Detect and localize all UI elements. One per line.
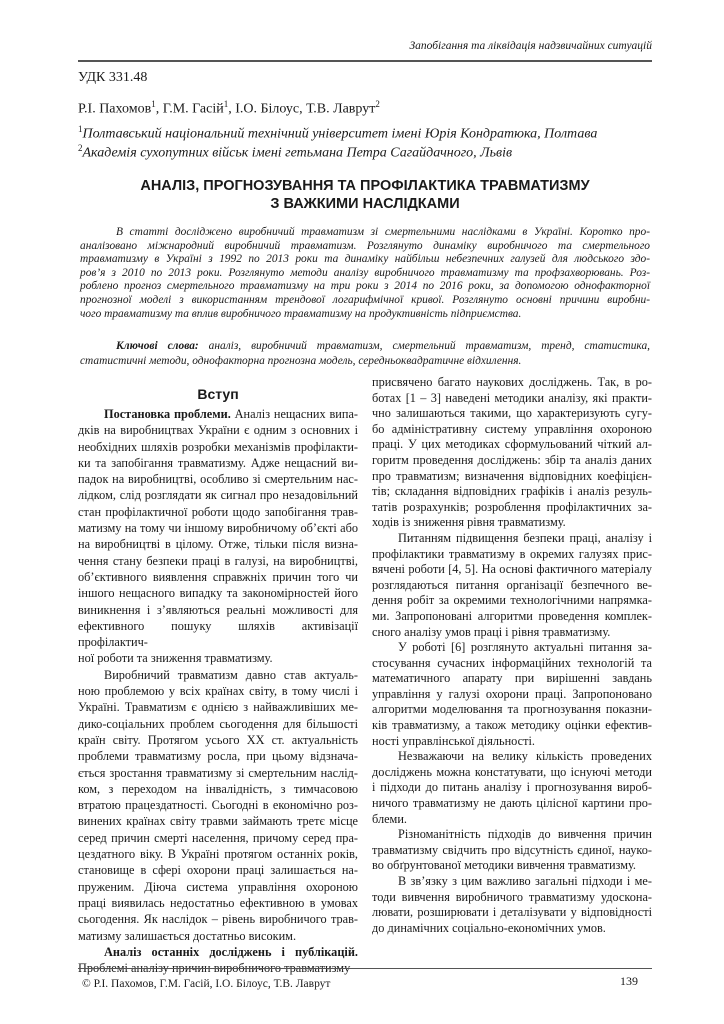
text-line: матизму на тому чи іншому виробничому об’єкті або	[78, 521, 358, 536]
author-list	[78, 99, 380, 118]
affiliation-mark: 1	[78, 124, 83, 134]
text-line: В зв’язку з цим важливо загальні підходи і ме-	[398, 874, 652, 888]
text-line: досліджень можна констатувати, що існуючі методи	[372, 764, 652, 779]
author: Г.М. Гасій	[162, 101, 224, 117]
abstract	[80, 226, 650, 321]
text-line: Виробничий травматизм давно став актуаль-	[104, 667, 358, 682]
separator: ,	[228, 101, 236, 117]
text-line: країн світу. Протягом усього XX ст. актуальність	[78, 732, 358, 747]
author: І.О. Білоус	[235, 101, 300, 117]
text-line: ничого травматизму не дають цілісної картини про-	[372, 796, 652, 811]
separator: ,	[299, 101, 307, 117]
text-line: ефективного пошуку шляхів активізації профілактич-	[78, 618, 358, 650]
affiliation-mark: 2	[78, 143, 83, 153]
text-line: необхідних шляхів розробки механізмів профілакти-	[78, 439, 358, 454]
keywords-text: аналіз, виробничий травматизм, смертельний травматизм, тренд, статистика,	[198, 340, 650, 352]
text-line: профілактики травматизму в окремих галузях прис-	[372, 546, 652, 561]
affiliation-text: Академія сухопутних військ імені гетьмана Петра Сагайдачного, Львів	[82, 145, 513, 161]
text-line: іншого нещасного випадку та закономірностей його	[78, 586, 358, 601]
text-line: во обґрунтованої методики вивчення травматизму.	[372, 858, 637, 873]
text-line: про травматизм; визначення відповідних коефіцієн-	[372, 468, 652, 483]
keywords-label: Ключові слова:	[116, 340, 199, 352]
right-column	[372, 375, 652, 936]
text-line: виникнення і з’являються реальні можливості для	[78, 602, 358, 617]
text-line: бо адміністративну систему управління охороною	[372, 421, 652, 436]
affiliation-2	[78, 143, 512, 162]
text-line: винених країнах світу травми займають третє місце	[78, 814, 358, 829]
text-line: падок на виробництві, особливо зі смертельним нас-	[78, 472, 358, 487]
udk-code: УДК 331.48	[78, 70, 148, 85]
text-line: У роботі [6] розглянуто актуальні питання за-	[398, 640, 652, 655]
abstract-line: чого травматизму та вплив виробничого травматизму на продуктивність підприємства.	[80, 307, 522, 320]
text-line: дення робіт за окремими технологічними напрямка-	[372, 593, 652, 608]
text-line: Незважаючи на велику кількість проведених	[398, 749, 652, 764]
keywords-line: статистичні методи, однофакторна прогнозна модель, середньоквадратичне відхилення.	[80, 354, 522, 367]
text-line: пруженим. Діюча система управління охороною	[78, 879, 358, 894]
author: Р.І. Пахомов	[78, 101, 152, 117]
left-column	[78, 406, 358, 976]
text-line: присвячено багато наукових досліджень. Так, в ро-	[372, 375, 652, 389]
paragraph	[372, 375, 652, 531]
text-line: Україні. Травматизм є однією з найважливіших ме-	[78, 700, 358, 715]
paragraph	[372, 827, 652, 874]
text-line: сьогодення. Як наслідок – рівень виробничого трав-	[78, 912, 358, 927]
title-line: АНАЛІЗ, ПРОГНОЗУВАННЯ ТА ПРОФІЛАКТИКА ТРАВМАТИЗМУ	[140, 178, 590, 194]
text-line: дико-соціальних проблем сьогодення для більшості	[78, 716, 358, 731]
text-line: травматизму свідчить про відсутність єдиної, науко-	[372, 842, 652, 857]
author-affiliation-mark: 1	[151, 99, 156, 109]
text-line: ків травматизму, а також методику оцінки ефектив-	[372, 718, 652, 733]
text-line: тоди вивчення виробничого травматизму удоскона-	[372, 889, 652, 904]
article-title	[78, 177, 652, 213]
text-line: вячені роботи [4, 5]. На основі фактичного матеріалу	[372, 562, 652, 577]
header-rule	[78, 60, 652, 62]
text-line: праці виявилась недостатньо ефективною в умовах	[78, 895, 358, 910]
line-text: Аналіз нещасних випа-	[230, 407, 358, 421]
paragraph-lead: Аналіз останніх досліджень і публікацій.	[104, 944, 358, 959]
separator: ,	[155, 101, 163, 117]
paragraph-lead: Постановка проблеми.	[104, 407, 231, 421]
text-line: чення стану безпеки праці в галузі, на виробництві,	[78, 553, 358, 568]
text-line: ки та запобігання травматизму. Адже нещасний ви-	[78, 455, 358, 470]
author-affiliation-mark: 2	[375, 99, 380, 109]
text-line: блеми.	[372, 811, 407, 826]
paragraph	[78, 667, 358, 944]
text-line: чно залишаються такими, що характеризують сугу-	[372, 406, 652, 421]
text-line: Питанням підвищення безпеки праці, аналізу і	[398, 530, 652, 545]
text-line: становище в сфері охорони праці залишається на-	[78, 863, 358, 878]
author: Т.В. Лаврут	[306, 101, 376, 117]
text-line: алгоритми моделювання та прогнозування показни-	[372, 702, 652, 717]
running-head: Запобігання та ліквідація надзвичайних ситуацій	[409, 40, 652, 52]
title-line: З ВАЖКИМИ НАСЛІДКАМИ	[270, 196, 460, 212]
text-line: ється зростання травматизму зі смертельним наслід-	[78, 765, 358, 780]
text-line: стосування сучасних інформаційних технологій та	[372, 655, 652, 670]
copyright-notice: © Р.І. Пахомов, Г.М. Гасій, І.О. Білоус, Т.В. Лаврут	[82, 978, 331, 990]
paragraph	[372, 640, 652, 749]
keywords	[80, 339, 650, 368]
text-line: стан профілактичної роботи щодо запобігання трав-	[78, 504, 358, 519]
text-line: розглядаються питання організації безпечного ве-	[372, 577, 652, 592]
affiliation-text: Полтавський національний технічний університет імені Юрія Кондратюка, Полтава	[82, 126, 598, 142]
abstract-line: аналізовано міжнародний виробничий травматизм. Розглянуто динаміку виробничого та смертельного	[80, 239, 650, 252]
author-affiliation-mark: 1	[223, 99, 229, 109]
text-line: Різноманітність підходів до вивчення причин	[398, 827, 652, 842]
text-line	[78, 406, 358, 422]
paragraph	[372, 749, 652, 827]
text-line: татів розрахунків; розроблення профілактичних за-	[372, 499, 652, 514]
footer-rule	[78, 968, 652, 969]
text-line: управління у галузі охорони праці. Запропоновано	[372, 686, 652, 701]
text-line: втратою працездатності. Сьогодні в економічно роз-	[78, 798, 358, 813]
text-line: серед причин смерті населення, причому серед пра-	[78, 830, 358, 845]
keywords-line	[80, 339, 650, 354]
text-line: ком, з переходом на інвалідність, з тимчасовою	[78, 781, 358, 796]
text-line: дків на виробництвах України є одним з основних і	[78, 423, 358, 438]
text-line: ної роботи та зниження травматизму.	[78, 651, 273, 666]
abstract-line: прогнозної моделі з використанням трендової логарифмічної кривої. Розглянуто основні причини виробни-	[80, 293, 650, 306]
text-line: лідком, слід розглядати як сигнал про незадовільний	[78, 488, 358, 503]
text-line: тів; складання відповідних графіків і аналіз резуль-	[372, 484, 652, 499]
affiliation-1	[78, 124, 597, 143]
paragraph	[78, 406, 358, 667]
text-line: до динамічних соціально-економічних умов.	[372, 920, 606, 935]
paragraph	[372, 874, 652, 936]
abstract-line: травматизму в Україні з 1992 по 2013 роки та динаміку найбільш небезпечних галузей для людського здо-	[80, 253, 650, 266]
paragraph	[78, 944, 358, 977]
abstract-line: роблено прогноз смертельного травматизму на три роки з 2014 по 2016 роки, за допомогою однофакторної	[80, 280, 650, 293]
abstract-line: ров’я з 2010 по 2013 роки. Розглянуто методи аналізу виробничого травматизму та профзахворювань. Роз-	[80, 266, 650, 279]
text-line: матизму залишається достатньо високим.	[78, 928, 297, 943]
text-line: сного аналізу умов праці і рівня травматизму.	[372, 624, 611, 639]
text-line: проблеми травматизму росла, при цьому відзнача-	[78, 749, 358, 764]
page-number: 139	[620, 974, 638, 988]
text-line: цездатного віку. В Україні протягом останніх років,	[78, 847, 358, 862]
text-line: математичного апарату при вирішенні завдань	[372, 671, 652, 686]
paragraph	[372, 531, 652, 640]
text-line: ності управлінської діяльності.	[372, 733, 535, 748]
text-line: ходів із зниження рівня травматизму.	[372, 515, 566, 530]
section-heading-intro: Вступ	[197, 386, 239, 402]
text-line: ною проблемою у всіх країнах світу, в тому числі і	[78, 684, 358, 699]
text-line: праці. У цих методиках сформульований чіткий ал-	[372, 437, 652, 452]
text-line: ботах [1 – 3] наведені методики аналізу, які практи-	[372, 390, 652, 405]
text-line: на виробництві в цілому. Отже, тільки після визна-	[78, 537, 358, 552]
text-line: ми. Запропоновані алгоритми проведення комплек-	[372, 608, 652, 623]
abstract-line: В статті досліджено виробничий травматизм зі смертельними наслідками в Україні. Коротко про-	[116, 226, 650, 238]
text-line: Проблемі аналізу причин виробничого травматизму	[78, 961, 351, 976]
text-line: лювати, розширювати і деталізувати у відповідності	[372, 905, 652, 920]
text-line: горитм проведення досліджень: збір та аналіз даних	[372, 452, 652, 467]
text-line: і підходи до питань аналізу і прогнозування вироб-	[372, 780, 652, 795]
text-line: об’єктивного виявлення справжніх причин того чи	[78, 569, 358, 584]
text-line	[78, 944, 358, 960]
